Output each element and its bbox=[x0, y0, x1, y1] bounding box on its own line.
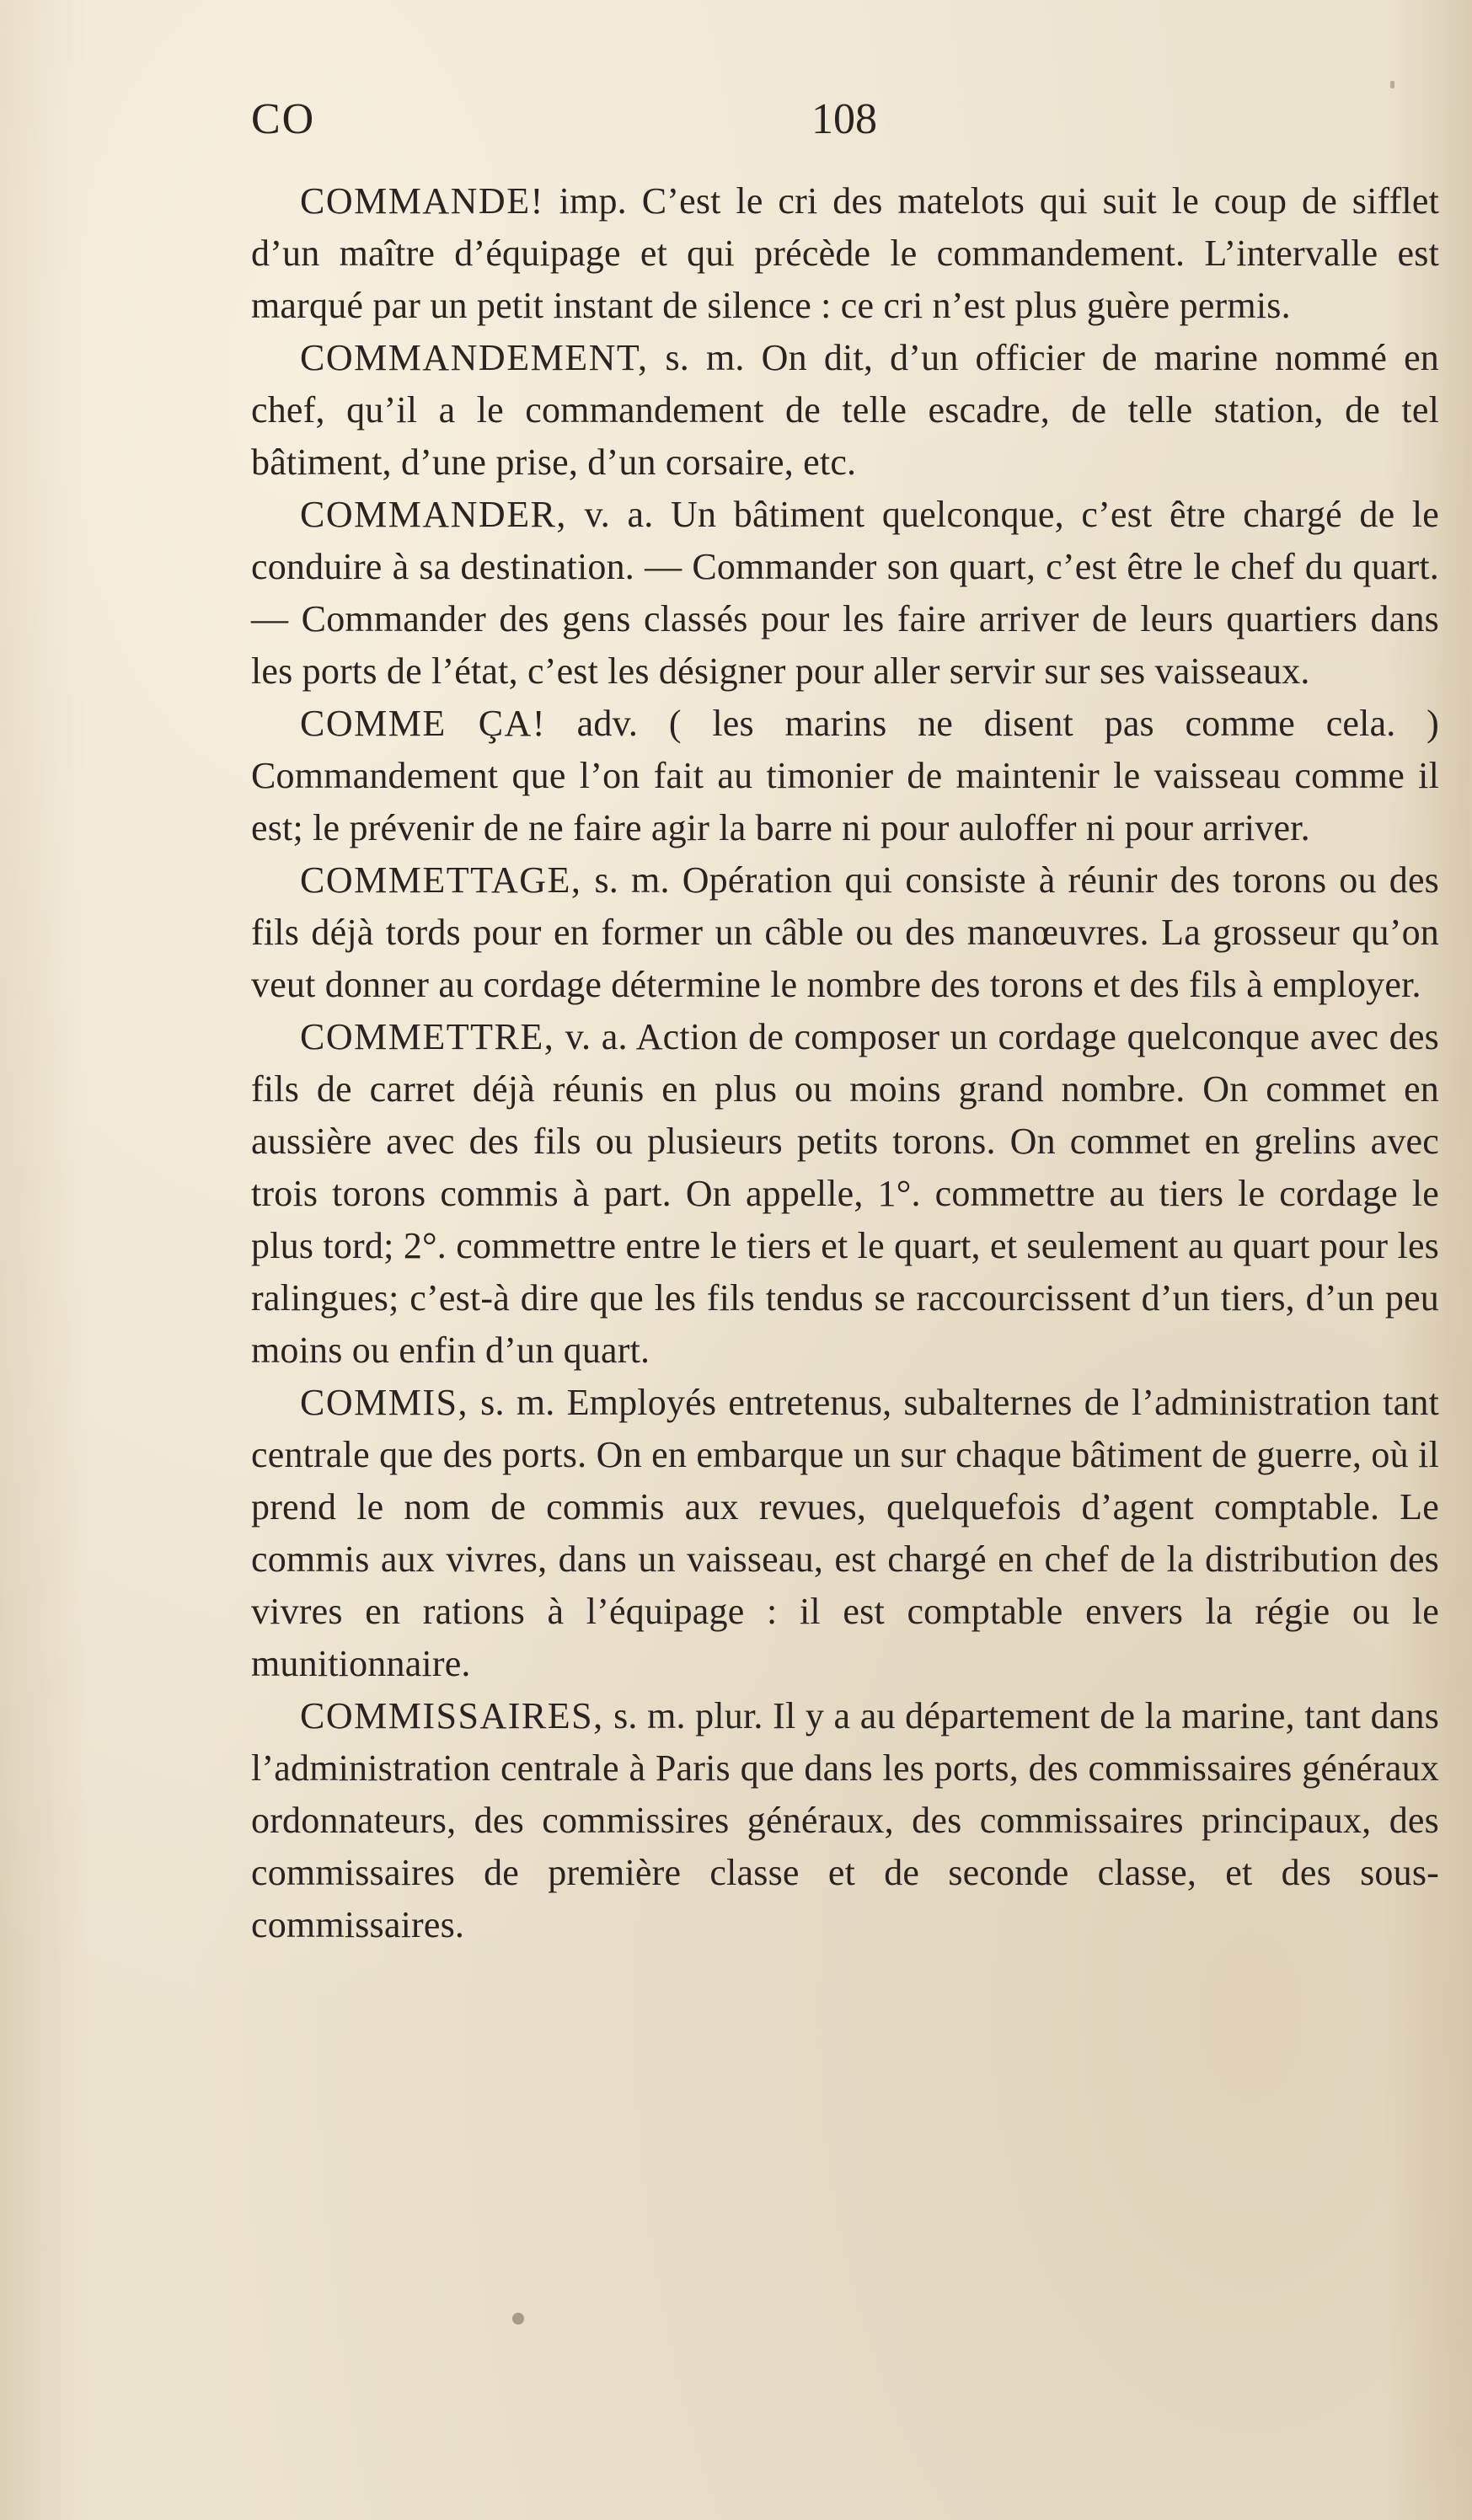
entry-definition: C’est le cri des matelots qui suit le coup de sifflet d’un maître d’équipage et qui précède le commandement. L’intervalle est marqué par un petit instant de silence : ce cri n’est plus guère permis. bbox=[251, 180, 1440, 326]
entry-part-of-speech: s. m. bbox=[665, 337, 745, 378]
entry-definition: Employés entretenus, subalternes de l’administration tant centrale que des ports. On en embarque un sur chaque bâtiment de guerre, où il prend le nom de commis aux revues, quelquefois d’agent comptable. Le commis aux vivres, dans un vaisseau, est chargé en chef de la distribution des vivres en rations à l’équipage : il est comptable envers la régie ou le munitionnaire. bbox=[251, 1382, 1440, 1684]
paper-speck bbox=[1390, 81, 1394, 88]
entry-part-of-speech: imp. bbox=[559, 180, 627, 222]
ink-smudge bbox=[512, 2313, 524, 2325]
dictionary-entry bbox=[251, 175, 1439, 332]
entry-part-of-speech: s. m. bbox=[480, 1382, 555, 1423]
entry-part-of-speech: v. a. bbox=[565, 1016, 628, 1057]
running-head-word: CO bbox=[251, 95, 316, 143]
dictionary-entry bbox=[251, 1377, 1439, 1690]
entry-headword: COMMETTAGE, bbox=[300, 859, 582, 901]
entry-definition: Il y a au département de la marine, tant dans l’administration centrale à Paris que dans les ports, des commissaires généraux ordonnateurs, des commissires généraux, des commissaires principaux, des commissaires de première classe et de seconde classe, et des sous-commissaires. bbox=[251, 1695, 1440, 1945]
dictionary-entry bbox=[251, 332, 1439, 489]
dictionary-entry bbox=[251, 698, 1439, 854]
entry-definition: Opération qui consiste à réunir des torons ou des fils déjà tords pour en former un câble ou des manœuvres. La grosseur qu’on veut donner au cordage détermine le nombre des torons et des fils à employer. bbox=[251, 859, 1439, 1005]
entry-part-of-speech: v. a. bbox=[584, 494, 654, 535]
entry-headword: COMMANDE! bbox=[300, 180, 544, 222]
dictionary-entry bbox=[251, 854, 1439, 1011]
entry-headword: COMMANDEMENT, bbox=[300, 337, 649, 378]
book-page bbox=[251, 94, 1439, 1951]
running-head bbox=[251, 94, 1439, 153]
entry-headword: COMMANDER, bbox=[300, 494, 567, 535]
dictionary-entries bbox=[251, 175, 1439, 1951]
entry-headword: COMMISSAIRES, bbox=[300, 1695, 604, 1736]
entry-part-of-speech: s. m. bbox=[594, 859, 670, 901]
entry-definition: On dit, d’un officier de marine nommé en chef, qu’il a le commandement de telle escadre, de telle station, de tel bâtiment, d’une prise, d’un corsaire, etc. bbox=[251, 337, 1440, 483]
entry-definition: Un bâtiment quelconque, c’est être chargé de le conduire à sa destination. — Commander son quart, c’est être le chef du quart. — Commander des gens classés pour les faire arriver de leurs quartiers dans les ports de l’état, c’est les désigner pour aller servir sur ses vaisseaux. bbox=[251, 494, 1440, 692]
dictionary-entry bbox=[251, 1690, 1439, 1951]
entry-part-of-speech: adv. bbox=[576, 703, 639, 744]
dictionary-entry bbox=[251, 489, 1439, 698]
page-number: 108 bbox=[811, 95, 877, 143]
entry-headword: COMMETTRE, bbox=[300, 1016, 555, 1057]
entry-part-of-speech: s. m. plur. bbox=[613, 1695, 763, 1736]
entry-definition: Action de composer un cordage quelconque avec des fils de carret déjà réunis en plus ou moins grand nombre. On commet en aussière avec des fils ou plusieurs petits torons. On commet en grelins avec trois torons commis à part. On appelle, 1°. commettre au tiers le cordage le plus tord; 2°. commettre entre le tiers et le quart, et seulement au quart pour les ralingues; c’est-à dire que les fils tendus se raccourcissent d’un tiers, d’un peu moins ou enfin d’un quart. bbox=[251, 1016, 1440, 1371]
dictionary-entry bbox=[251, 1011, 1439, 1377]
entry-definition: ( les marins ne disent pas comme cela. ) Commandement que l’on fait au timonier de maintenir le vaisseau comme il est; le prévenir de ne faire agir la barre ni pour auloffer ni pour arriver. bbox=[251, 703, 1440, 848]
entry-headword: COMME ÇA! bbox=[300, 703, 546, 744]
entry-headword: COMMIS, bbox=[300, 1382, 468, 1423]
